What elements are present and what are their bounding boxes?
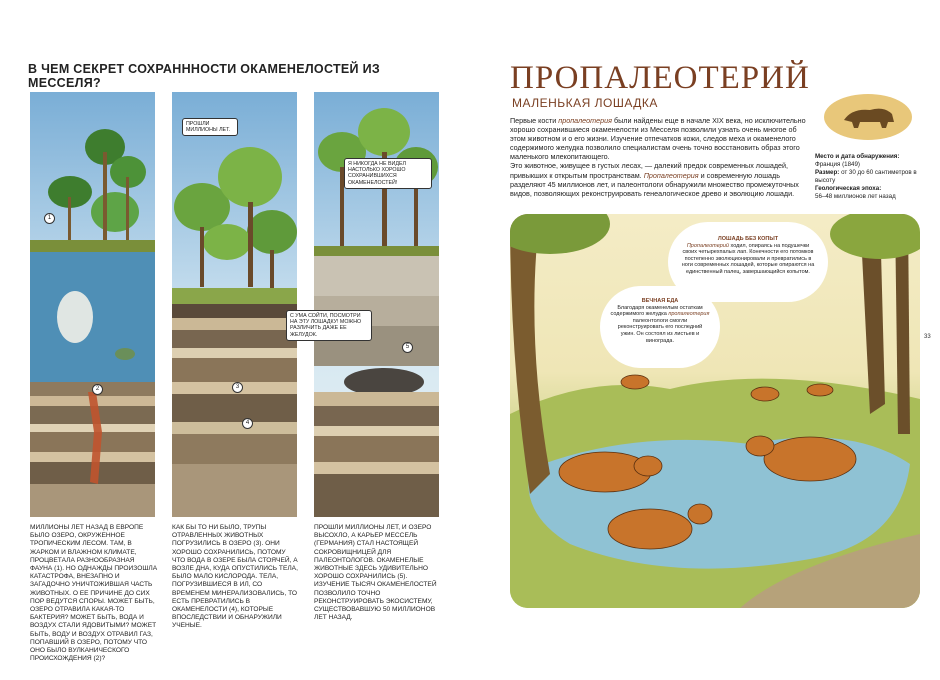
caption-sinking: КАК БЫ ТО НИ БЫЛО, ТРУПЫ ОТРАВЛЕННЫХ ЖИВОТНЫХ ПОГРУЗИЛИСЬ В ОЗЕРО (3). ОНИ ХОРОШО СОХРАНИЛИСЬ, ПОТОМУ ЧТО ВОДА В ОЗЕРЕ БЫЛА СТОЯЧЕЙ, А ВОЗЛЕ ДНА, КУДА ОПУСТИЛИСЬ ТЕЛА, БЫЛО МАЛО КИСЛОРОДА. ТЕЛА, ПОГРУЗИВШИЕСЯ В ИЛ, СО ВРЕМЕНЕМ МИНЕРАЛИЗОВАЛИСЬ, ТО ЕСТЬ ПРЕВРАТИЛИСЬ В ОКАМЕНЕЛОСТИ (4), КОТОРЫЕ ВПОСЛЕДСТВИИ И ОБНАРУЖИЛИ УЧЕНЫЕ. bbox=[172, 524, 298, 630]
gas-cloud bbox=[57, 291, 93, 343]
quarry-illustration bbox=[314, 92, 439, 517]
fact-era-label: Геологическая эпоха: bbox=[815, 185, 882, 192]
marker-1: 1 bbox=[44, 213, 55, 224]
bubble-look-horse: С УМА СОЙТИ, ПОСМОТРИ НА ЭТУ ЛОШАДКУ! МОЖНО РАЗЛИЧИТЬ ДАЖЕ ЕЕ ЖЕЛУДОК. bbox=[286, 310, 372, 341]
fossil-image bbox=[822, 92, 914, 142]
marker-5: 5 bbox=[402, 342, 413, 353]
bubble-hooves-text-c: ходил, опираясь на подушечки своих четырехпалых лап. Конечности его потомков постепенно эволюционировали и превратились в ноги современных лошадей, которые опираются на единственный палец, завершающийся копытом. bbox=[681, 242, 815, 275]
caption-quarry: ПРОШЛИ МИЛЛИОНЫ ЛЕТ, И ОЗЕРО ВЫСОХЛО, А КАРЬЕР МЕССЕЛЬ (ГЕРМАНИЯ) СТАЛ НАСТОЯЩЕЙ СОКРОВИЩНИЦЕЙ ДЛЯ ПАЛЕОНТОЛОГОВ. ОКАМЕНЕЛЫЕ ЖИВОТНЫЕ ЗДЕСЬ УДИВИТЕЛЬНО ХОРОШО СОХРАНИЛИСЬ (5). ИЗУЧЕНИЕ ТЫСЯЧ ОКАМЕНЕЛОСТЕЙ ПОЗВОЛИЛО ТОЧНО РЕКОНСТРУИРОВАТЬ ЭКОСИСТЕМУ, СУЩЕСТВОВАВШУЮ 50 МИЛЛИОНОВ ЛЕТ НАЗАД. bbox=[314, 524, 437, 622]
intro-p1a: Первые кости bbox=[510, 116, 559, 125]
intro-p1c: были найдены еще в начале XIX века, но исключительно хорошо сохранившиеся окаменелости из Месселя позволили узнать очень многое об этом животном и о его жизни. Изучение отпечатков кожи, следов меха и окаменелого содержимого желудка позволило специалистам очень точно восстановить образ этого маленького млекопитающего. bbox=[510, 116, 806, 162]
intro-p2a: Это животное, живущее в густых лесах, — далекий предок современных лошадей, привыкших к открытым пространствам. bbox=[510, 161, 789, 180]
bubble-hooves-heading: ЛОШАДЬ БЕЗ КОПЫТ bbox=[717, 236, 779, 242]
forest-illustration bbox=[172, 92, 297, 517]
bubble-eternal-food bbox=[600, 286, 720, 368]
bubble-food-text-b: пропалеотерия bbox=[668, 311, 710, 318]
bubble-food-heading: ВЕЧНАЯ ЕДА bbox=[641, 298, 679, 304]
lake-illustration bbox=[30, 92, 155, 517]
bubble-food-text-c: палеонтологи смогли реконструировать его последний ужин. Он состоял из листьев и винограда. bbox=[617, 317, 703, 344]
intro-p2b: Пропалеотерия bbox=[643, 170, 699, 180]
bubble-never-seen: Я НИКОГДА НЕ ВИДЕЛ НАСТОЛЬКО ХОРОШО СОХРАНИВШИХСЯ ОКАМЕНЕЛОСТЕЙ! bbox=[344, 158, 432, 189]
bubble-food-text-a: Благодаря окаменелым остаткам содержимого желудка bbox=[610, 304, 703, 318]
intro-p1b: пропалеотерия bbox=[558, 116, 612, 125]
bubble-hooves-text-b: Пропалеотерий bbox=[686, 242, 729, 249]
page-subtitle: МАЛЕНЬКАЯ ЛОШАДКА bbox=[512, 96, 658, 110]
panel-forest bbox=[172, 92, 297, 517]
fact-size-label: Размер: bbox=[815, 169, 840, 176]
page-title: ПРОПАЛЕОТЕРИЙ bbox=[510, 60, 810, 96]
caption-lake: МИЛЛИОНЫ ЛЕТ НАЗАД В ЕВРОПЕ БЫЛО ОЗЕРО, ОКРУЖЕННОЕ ТРОПИЧЕСКИМ ЛЕСОМ. ТАМ, В ЖАРКОМ И ВЛАЖНОМ КЛИМАТЕ, ПРОЦВЕТАЛА РАЗНООБРАЗНАЯ ФАУНА (1). НО ОДНАЖДЫ ПРОИЗОШЛА КАТАСТРОФА, ВНЕЗАПНО И ЗАГАДОЧНО УНИЧТОЖИВШАЯ ЧАСТЬ ЖИВОТНЫХ. О ЕЕ ПРИЧИНЕ ДО СИХ ПОР ВЕДУТСЯ СПОРЫ. МОЖЕТ БЫТЬ, ОЗЕРО ОТРАВИЛА КАКАЯ-ТО БАКТЕРИЯ? МОЖЕТ БЫТЬ, ВОДА И ВОЗДУХ СТАЛИ ЯДОВИТЫМИ? МОЖЕТ БЫТЬ, ВОДУ И ВОЗДУХ ОТРАВИЛ ГАЗ, ПОПАВШИЙ В ОЗЕРО, ПОТОМУ ЧТО ОНО БЫЛО ВУЛКАНИЧЕСКОГО ПРОИСХОЖДЕНИЯ (2)? bbox=[30, 524, 158, 663]
fact-place-label: Место и дата обнаружения: bbox=[815, 153, 900, 160]
bubble-millions-years: ПРОШЛИ МИЛЛИОНЫ ЛЕТ. bbox=[182, 118, 238, 136]
intro-p2c: и современную лошадь разделяют 45 миллионов лет, и палеонтологи обнаружили множество промежуточных видов, позволяющих реконструировать генеалогическое древо и эволюцию лошади. bbox=[510, 170, 799, 198]
panel-lake bbox=[30, 92, 155, 517]
marker-2: 2 bbox=[92, 384, 103, 395]
palm-trees bbox=[48, 129, 146, 242]
forest-lake-scene bbox=[510, 214, 920, 608]
fact-place-value: Франция (1849) bbox=[815, 161, 860, 168]
marker-4: 4 bbox=[242, 418, 253, 429]
marker-3: 3 bbox=[232, 382, 243, 393]
page-number: 33 bbox=[924, 334, 931, 340]
facts-box bbox=[815, 153, 920, 201]
fact-era-value: 56–48 миллионов лет назад bbox=[815, 193, 896, 200]
panel-quarry bbox=[290, 92, 439, 517]
intro-text bbox=[510, 116, 810, 198]
fact-size-value: от 30 до 60 сантиметров в высоту bbox=[815, 169, 917, 184]
left-page-title: В ЧЕМ СЕКРЕТ СОХРАНННОСТИ ОКАМЕНЕЛОСТЕЙ ИЗ МЕССЕЛЯ? bbox=[28, 62, 381, 90]
forest-trees bbox=[174, 147, 297, 290]
